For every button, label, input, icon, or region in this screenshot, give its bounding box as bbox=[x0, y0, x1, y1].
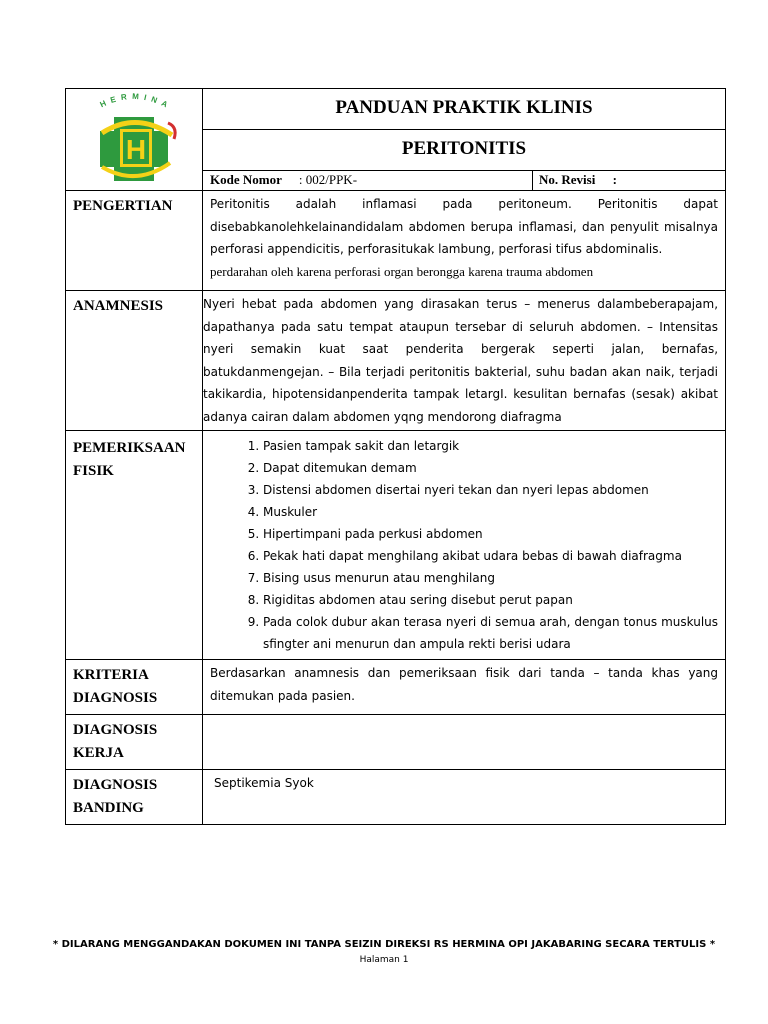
pemeriksaan-item: 6. Pekak hati dapat menghilang akibat udara bebas di bawah diafragma bbox=[263, 545, 718, 567]
guideline-table bbox=[65, 88, 726, 825]
no-revisi-label: No. Revisi bbox=[539, 172, 596, 188]
svg-text:HERMINA bbox=[99, 92, 174, 112]
pemeriksaan-item: 9. Pada colok dubur akan terasa nyeri di semua arah, dengan tonus muskulus sfingter ani menurun dan ampula rekti berisi udara bbox=[263, 611, 718, 655]
pemeriksaan-label bbox=[66, 431, 203, 660]
kerja-content bbox=[203, 715, 726, 770]
kriteria-text: Berdasarkan anamnesis dan pemeriksaan fisik dari tanda – tanda khas yang ditemukan pada pasien. bbox=[210, 666, 719, 703]
pemeriksaan-item: 7. Bising usus menurun atau menghilang bbox=[263, 567, 718, 589]
kode-nomor-cell bbox=[203, 171, 533, 191]
banding-label bbox=[66, 770, 203, 825]
kode-nomor-label: Kode Nomor bbox=[210, 172, 282, 188]
kriteria-content bbox=[203, 660, 726, 715]
kerja-label-line2: KERJA bbox=[73, 745, 124, 761]
banding-content bbox=[203, 770, 726, 825]
kriteria-label bbox=[66, 660, 203, 715]
anamnesis-text: Nyeri hebat pada abdomen yang dirasakan terus – menerus dalambeberapajam, dapathanya pada satu tempat ataupun tersebar di seluruh abdomen. – Intensitas nyeri semakin kuat saat penderita bergerak seperti jalan, bernafas, batukdanmengejan. – Bila terjadi peritonitis bakterial, suhu badan akan naik, terjadi takikardia, hipotensidanpenderita tampak letargI. kesulitan bernafas (sesak) akibat adanya cairan dalam abdomen yqng mendorong diafragma bbox=[203, 297, 719, 424]
pemeriksaan-item: 3. Distensi abdomen disertai nyeri tekan dan nyeri lepas abdomen bbox=[263, 479, 718, 501]
pengertian-content bbox=[203, 191, 726, 291]
no-revisi-cell bbox=[533, 171, 726, 191]
hermina-logo bbox=[66, 89, 203, 191]
banding-label-line1: DIAGNOSIS bbox=[73, 777, 158, 793]
anamnesis-content bbox=[203, 291, 726, 431]
pemeriksaan-label-line1: PEMERIKSAAN bbox=[73, 440, 186, 456]
kriteria-label-line2: DIAGNOSIS bbox=[73, 690, 158, 706]
logo-letter: H bbox=[125, 134, 147, 165]
clinical-guideline-document bbox=[65, 88, 725, 825]
kerja-label bbox=[66, 715, 203, 770]
pemeriksaan-label-line2: FISIK bbox=[73, 463, 114, 479]
pemeriksaan-list bbox=[210, 435, 718, 655]
pemeriksaan-item: 4. Muskuler bbox=[263, 501, 718, 523]
pemeriksaan-item: 1. Pasien tampak sakit dan letargik bbox=[263, 435, 718, 457]
kode-nomor-value: : 002/PPK- bbox=[298, 172, 358, 188]
pemeriksaan-item: 2. Dapat ditemukan demam bbox=[263, 457, 718, 479]
no-revisi-value: : bbox=[612, 172, 617, 188]
kerja-label-line1: DIAGNOSIS bbox=[73, 722, 158, 738]
document-subtitle: PERITONITIS bbox=[203, 130, 726, 171]
document-title: PANDUAN PRAKTIK KLINIS bbox=[203, 89, 726, 130]
banding-label-line2: BANDING bbox=[73, 800, 144, 816]
footer-notice: * DILARANG MENGGANDAKAN DOKUMEN INI TANPA SEIZIN DIREKSI RS HERMINA OPI JAKABARING SECARA TERTULIS * bbox=[52, 939, 716, 950]
page-number: Halaman 1 bbox=[359, 955, 409, 965]
pengertian-label: PENGERTIAN bbox=[66, 191, 203, 291]
logo-text: HERMINA bbox=[98, 91, 174, 112]
pengertian-text-2: perdarahan oleh karena perforasi organ berongga karena trauma abdomen bbox=[210, 263, 594, 279]
kriteria-label-line1: KRITERIA bbox=[73, 667, 149, 683]
hermina-logo-icon bbox=[66, 89, 202, 185]
anamnesis-label: ANAMNESIS bbox=[66, 291, 203, 431]
pemeriksaan-item: 8. Rigiditas abdomen atau sering disebut perut papan bbox=[263, 589, 718, 611]
pemeriksaan-content bbox=[203, 431, 726, 660]
pengertian-text: Peritonitis adalah inflamasi pada peritoneum. Peritonitis dapat disebabkanolehkelainandidalam abdomen berupa inflamasi, dan penyulit misalnya perforasi appendicitis, perforasitukak lambung, perforasi tifus abdominalis. bbox=[210, 197, 719, 256]
banding-text: Septikemia Syok bbox=[214, 776, 314, 790]
pemeriksaan-item: 5. Hipertimpani pada perkusi abdomen bbox=[263, 523, 718, 545]
